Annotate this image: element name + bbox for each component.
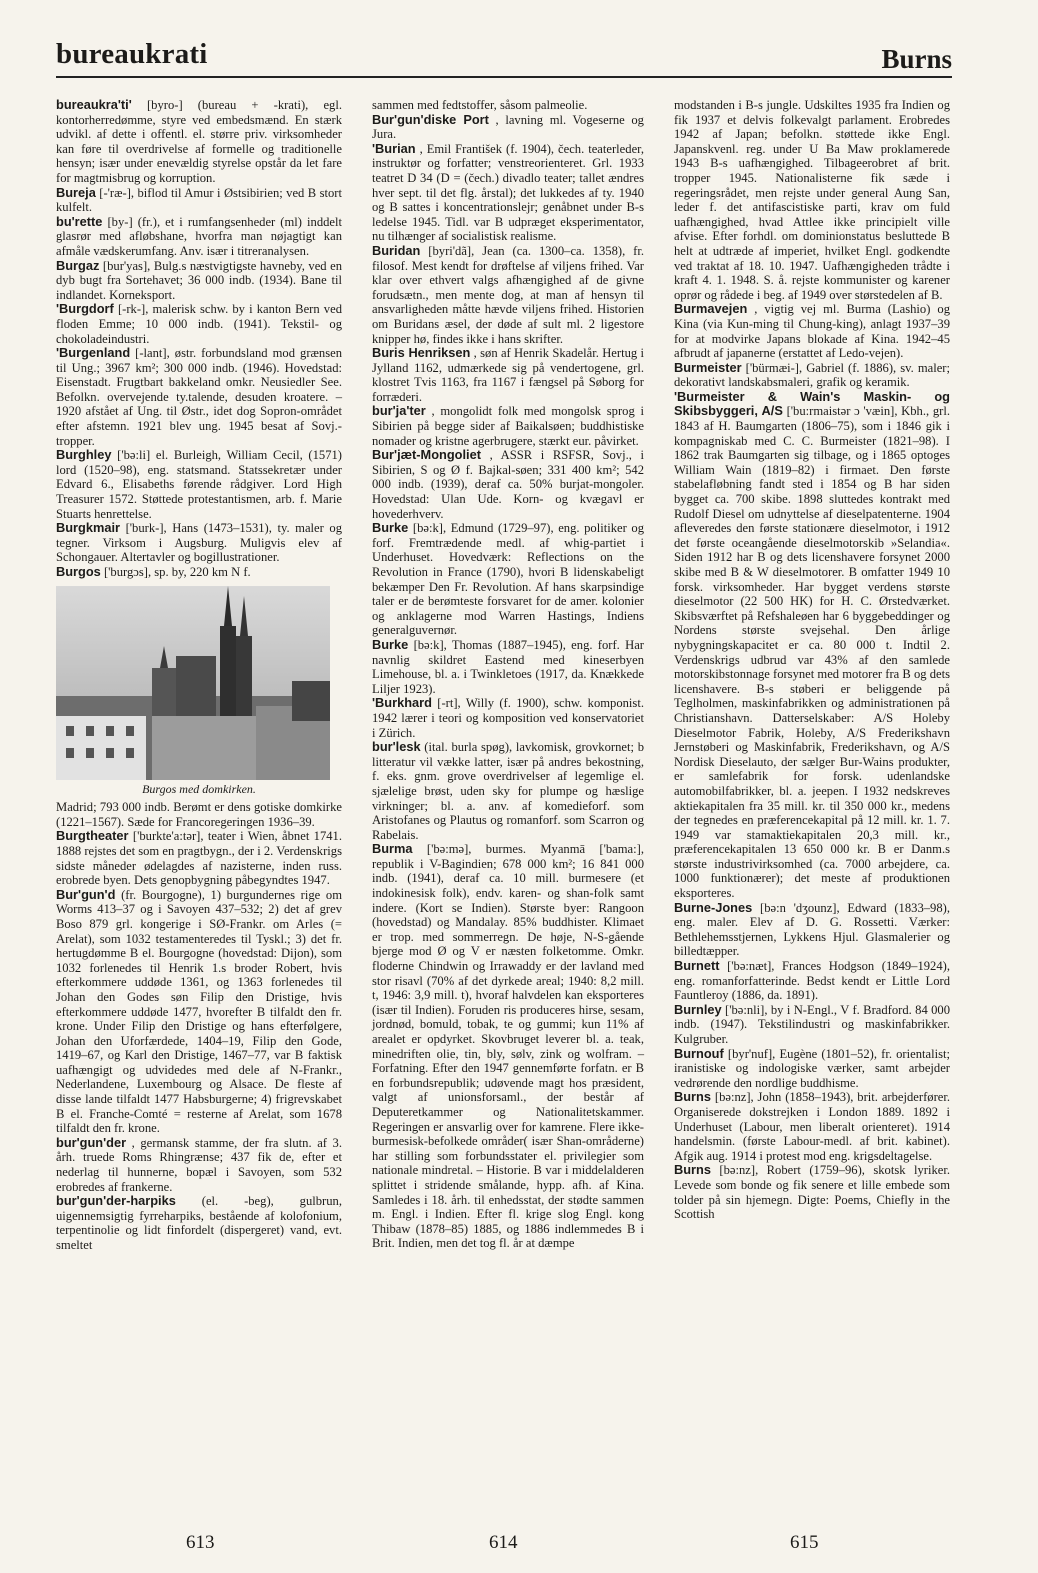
- entry-definition: (fr. Bourgogne), 1) burgundernes rige om Worms 413–37 og i Savoyen 437–532; 2) det af grev Boso 879 grl. kongerige i SØ-Frankr. om Arles (= Arelat), som 1032 testamenteredes til Tyskl.; 3) det fr. hertugdømme B el. Bourgogne (hovedstad: Dijon), som 1032 forlenedes til Henrik 1.s broder Robert, hvis efterkommere uddøde 1361, og 1363 forlenedes til Johan den Godes søn Filip den Dristige, hvis efterkommere uddøde 1477, hvorefter B tilfaldt den fr. krone. Under Filip den Dristige og hans efterfølgere, Johan den Uforfærdede, 1404–19, Filip den Gode, 1419–67, og Karl den Dristige, 1467–77, var B faktisk uafhængigt og udvidedes med dele af N-Frankr., Nederlandene, Luxembourg og Alsace. De fleste af disse lande tilfaldt 1477 Habsburgerne; 4) frigrevskabet B el. Franche-Comté = resterne af Arelat, som 1678 tilfaldt den fr. krone.: [56, 887, 342, 1136]
- entry-headword: bur'lesk: [372, 739, 421, 755]
- dictionary-entry: [56, 448, 342, 521]
- dictionary-entry: [372, 696, 644, 740]
- entry-headword: Burgkmair: [56, 520, 121, 536]
- dictionary-entry: [372, 638, 644, 696]
- entry-headword: Burnett: [674, 958, 720, 974]
- dictionary-entry: [372, 244, 644, 346]
- entry-definition: , mongolidt folk med mongolsk sprog i Sibirien på begge sider af Baikalsøen; buddhistiske nomader og kristne agerbrugere, stærkt eur. påvirket.: [372, 404, 644, 448]
- entry-headword: 'Burian: [372, 140, 416, 156]
- dictionary-entry: [372, 842, 644, 1251]
- entry-definition: [bə:k], Thomas (1887–1945), eng. forf. Har navnlig skildret Eastend med kineserbyen Limehouse, bl. a. i Twinkletoes (1917, da. Knækkede Liljer 1923).: [372, 637, 644, 696]
- entry-headword: Burmeister: [674, 359, 742, 375]
- dictionary-entry: [56, 888, 342, 1136]
- entry-headword: Bur'gun'd: [56, 886, 116, 902]
- dictionary-entry: [56, 1136, 342, 1194]
- dictionary-entry: [674, 390, 950, 901]
- entry-continuation: sammen med fedtstoffer, såsom palmeolie.: [372, 98, 588, 112]
- dictionary-entry: [674, 901, 950, 959]
- dictionary-entry: [56, 829, 342, 887]
- entry-definition: [bur'yas], Bulg.s næstvigtigste havneby, ved en dyb bugt fra Sortehavet; 36 000 indb. (1934). Bane til indlandet. Korneksport.: [56, 258, 342, 302]
- dictionary-entry: [56, 521, 342, 565]
- dictionary-entry: [674, 1163, 950, 1221]
- dictionary-entry: [56, 1194, 342, 1252]
- entry-definition: [bə:k], Edmund (1729–97), eng. politiker og forf. Fremtrædende medl. af whig-partiet i Underhuset. Hovedværk: Reflections on the Revolution in France (1790), hvori B lidenskabeligt bekæmper Den Fr. Revolution. Af hans skarpsindige taler er de berømteste forsvaret for de amer. kolonier og anklagerne mod Warren Hastings, Indiens generalguvernør.: [372, 521, 644, 638]
- entry-definition: , germansk stamme, der fra slutn. af 3. årh. truede Roms Rhingrænse; 437 fik de, efter et nederlag til hunnerne, bopæl i Savoyen, som 532 erobredes af frankerne.: [56, 1135, 342, 1194]
- burgos-cathedral-image: [56, 586, 330, 780]
- entry-definition: [bə:nz], John (1858–1943), brit. arbejderfører. Organiserede dokstrejken i London 1889. 1892 i Underhuset (Labour, men liberalt orienteret). 1914 handelsmin. (første Labour-medl. af brit. kabinet). Afgik aug. 1914 i protest mod eng. krigsdeltagelse.: [674, 1090, 950, 1163]
- entry-definition: [byr'nuf], Eugène (1801–52), fr. orientalist; iranistiske og indologiske værker, samt arbejder vedrørende den nordlige buddhisme.: [674, 1046, 950, 1090]
- entry-headword: Burgos: [56, 564, 101, 579]
- entry-headword: Burmavejen: [674, 301, 748, 317]
- column-1: [56, 98, 342, 1253]
- page-number-right: 615: [790, 1532, 819, 1553]
- running-head-right: Burns: [881, 44, 952, 74]
- entry-definition: , Emil František (f. 1904), čech. teaterleder, instruktør og forfatter; venstreorienteret. Grl. 1933 teatret D 34 (D = (čech.) divadlo teater; tallet ændres hver sept. til det flg. årstal); det lukkedes af ty. 1940 og B sattes i koncentrationslejr; genåbnet under B-s ledelse 1945. Tidl. var B udpræget eksperimentator, nu tilhænger af socialistisk realisme.: [372, 141, 644, 244]
- entry-definition: [-'ræ-], biflod til Amur i Østsibirien; ved B stort kulfelt.: [56, 185, 342, 215]
- entry-definition: [by-] (fr.), et i rumfangsenheder (ml) inddelt glasrør med afløbshane, hvorfra man nøjagtigt kan afmåle vædskerumfang. Anv. især i titreranalysen.: [56, 214, 343, 258]
- entry-headword: bur'gun'der-harpiks: [56, 1193, 176, 1209]
- entry-continuation: modstanden i B-s jungle. Udskiltes 1935 fra Indien og fik 1937 et delvis folkevalgt parlament. Erobredes 1942 af Japan; befolkn. støttede ikke Engl. Japanskvenl. reg. under U Ba Maw proklamerede 1943 B-s uafhængighed. Tilbageerobret af brit. tropper 1945. Nationalisterne fik sæde i regeringsrådet, men rejste under general Aung San, leder f. det antifascistiske parti, krav om fuld uafhængighed, hvad Attlee ikke principielt ville afvise. Efter forhdl. om dominionstatus besluttede B helt at udtræde af imperiet, hvilket Engl. godkendte ved traktat af 18. 10. 1947. Uafhængigheden trådte i kraft 4. 1. 1948. S. å. rejste kommunister og karener oprør og rådede i beg. af 1949 over størstedelen af B.: [674, 98, 950, 302]
- entry-definition: [bə:nz], Robert (1759–96), skotsk lyriker. Levede som bonde og fik senere et lille embede som tolder på sin hjemegn. Digte: Poems, Chiefly in the Scottish: [674, 1163, 950, 1222]
- entry-definition: ['bu:rmaistər ɔ 'væin], Kbh., grl. 1843 af H. Baumgarten (1806–75), som i 1846 gik i kompagniskab med C. C. Burmeister (1821–98). I 1862 trak Baumgarten sig tilbage, og i 1865 optoges William Wain (1819–82) i firmaet. Den første stabelafløbning fandt sted i 1854 og B har siden bygget ca. 700 skibe. 1898 sluttedes kontrakt med Rudolf Diesel om udnyttelse af dieselpatenterne. 1904 afleveredes den første stationære dieselmotor, i 1912 det første oceangående dieselmotorskib »Selandia«. Siden 1912 har B og dets licenshavere forsynet 2000 skibe med B & W dieselmotorer. B omfatter 1949 10 forsk. virksomheder. Har bygget verdens største dieselmotor (22 500 HK) for H. C. Ørstedværket. Skibsværftet på Refshaleøen har 6 byggebeddinger og Nordens største svejsehal. Den årlige nybygningskapacitet er ca. 80 000 t. Indtil 2. Verdenskrigs udbrud var 43% af den samlede motorskibstonnage forsynet med motorer fra B og dets licenshavere. B-s støberi er beliggende på Teglholmen, maskinfabrikken og administrationen på Christianshavn. Datterselskaber: A/S Holeby Dieselmotor Fabrik, Holeby, A/S Frederikshavn Jernstøberi og Maskinfabrik, Frederikshavn, og A/S Nordisk Dieselauto, der sælger Bur-Wains produkter, er samlefabrik for forsk. udenlandske automobilfabrikker, bl. a. jeepen. I 1932 nedskreves aktiekapitalen fra 35 mill. kr. til 350 000 kr., medens der tegnedes en præferencekapital på 12 mill. kr. 1. 7. 1949 var stamaktiekapitalen 20,3 mill. kr., præferencekapitalen 13 650 000 kr. B er Danm.s største industrivirksomhed (ca. 7000 arbejdere, ca. 1000 funktionærer); det meste af produktionen eksporteres.: [674, 404, 950, 901]
- entry-headword: Buridan: [372, 242, 421, 258]
- entry-definition: , ASSR i RSFSR, Sovj., i Sibirien, S og Ø f. Bajkal-søen; 331 400 km²; 542 000 indb. (1939), deraf ca. 50% burjat-mongoler. Hovedstad: Ulan Ude. Korn- og kvægavl er hovederhverv.: [372, 448, 644, 521]
- entry-headword: Burgtheater: [56, 828, 129, 844]
- entry-definition: , vigtig vej ml. Burma (Lashio) og Kina (via Kun-ming til Chung-king), anlagt 1937–39 for at modvirke Japans blokade af Kina. 1942–45 afbrudt af japanerne (erstattet af Ledo-vejen).: [674, 302, 950, 361]
- entry-definition: [-rk-], malerisk schw. by i kanton Bern ved floden Emme; 10 000 indb. (1941). Tekstil- og chokoladeindustri.: [56, 302, 342, 346]
- dictionary-entry: [56, 565, 342, 580]
- entry-headword: Burke: [372, 520, 409, 536]
- entry-definition: ['burkte'a:tər], teater i Wien, åbnet 1741. 1888 rejstes det som en pragtbygn., der i 2. Verdenskrigs sidste måneder ødelagdes af nazisterne, inden russ. erobrede byen. Dets genopbygning påbegyndtes 1947.: [56, 829, 342, 888]
- dictionary-entry: [674, 1090, 950, 1163]
- entry-definition: ['burgɔs], sp. by, 220 km N f.: [103, 565, 251, 579]
- entry-headword: 'Burgdorf: [56, 301, 114, 317]
- entry-definition: , søn af Henrik Skadelår. Hertug i Jylland 1162, udmærkede sig på vendertogene, grl. klostret Tvis 1163, fra 1167 i fængsel på Søborg for forræderi.: [372, 346, 644, 404]
- dictionary-entry: [674, 1047, 950, 1091]
- entry-headword: Burnley: [674, 1001, 722, 1017]
- entry-definition: [-rt], Willy (f. 1900), schw. komponist. 1942 lærer i teori og komposition ved konservatoriet i Zürich.: [372, 696, 644, 740]
- dictionary-entry: [56, 186, 342, 215]
- entry-definition: ['bə:nli], by i N-Engl., V f. Bradford. 84 000 indb. (1947). Tekstilindustri og maskinfabrikker. Kulgruber.: [674, 1002, 950, 1046]
- burgos-photo: [56, 586, 330, 780]
- column-3: [674, 98, 950, 1222]
- entry-headword: Burghley: [56, 447, 112, 463]
- entry-headword: 'Burmeister & Wain's Maskin- og Skibsbyggeri, A/S: [674, 388, 950, 419]
- dictionary-entry: [56, 302, 342, 346]
- entry-headword: Burgaz: [56, 257, 100, 273]
- dictionary-entry: [56, 98, 342, 186]
- entry-headword: Burns: [674, 1089, 711, 1105]
- entry-headword: bur'gun'der: [56, 1134, 127, 1150]
- entry-continuation: Madrid; 793 000 indb. Berømt er dens gotiske domkirke (1221–1567). Sæde for Francoregeringen 1936–39.: [56, 800, 342, 829]
- entry-headword: Bur'gun'diske Port: [372, 111, 489, 127]
- page-number-middle: 614: [489, 1532, 518, 1553]
- entry-definition: , lavning ml. Vogeserne og Jura.: [372, 112, 644, 142]
- photo-caption: Burgos med domkirken.: [142, 781, 256, 796]
- dictionary-entry: [372, 142, 644, 244]
- entry-definition: ['bə:næt], Frances Hodgson (1849–1924), eng. romanforfatterinde. Bedst kendt er Little Lord Fauntleroy (1886, da. 1891).: [674, 959, 950, 1003]
- dictionary-entry: [372, 521, 644, 638]
- entry-definition: ['burk-], Hans (1473–1531), ty. maler og tegner. Virksom i Augsburg. Muligvis elev af Schongauer. Altertavler og bogillustrationer.: [56, 521, 342, 565]
- dictionary-entry: [56, 346, 342, 448]
- entry-definition: ['bə:li] el. Burleigh, William Cecil, (1571) lord (1520–98), eng. statsmand. Statssekretær under Edvard 6., Elisabeths førende rådgiver. Lord High Treasurer 1572. Støttede protestantismen, arb. f. Marie Stuarts henrettelse.: [56, 448, 342, 521]
- entry-headword: Burne-Jones: [674, 899, 753, 915]
- entry-definition: (el. -beg), gulbrun, uigennemsigtig fyrreharpiks, bestående af kolofonium, terpentinolie og lidt finfordelt (dispergeret) vand, evt. smeltet: [56, 1194, 342, 1252]
- entry-definition: [bə:n 'dʒounz], Edward (1833–98), eng. maler. Elev af D. G. Rossetti. Værker: Bethlehemsstjernen, Lykkens Hjul. Glasmalerier og billedtæpper.: [674, 900, 950, 959]
- entry-headword: bu'rette: [56, 213, 103, 229]
- dictionary-entry: [372, 404, 644, 448]
- entry-headword: bureaukra'ti': [56, 97, 132, 112]
- entry-headword: Burns: [674, 1162, 711, 1178]
- entry-headword: Burke: [372, 636, 409, 652]
- entry-headword: Buris Henriksen: [372, 345, 471, 361]
- dictionary-entry: [674, 1003, 950, 1047]
- dictionary-entry: [674, 959, 950, 1003]
- entry-headword: 'Burkhard: [372, 695, 432, 711]
- entry-headword: Burnouf: [674, 1045, 724, 1061]
- entry-headword: Bur'jæt-Mongoliet: [372, 447, 481, 463]
- dictionary-entry: [56, 215, 342, 259]
- header-rule: [56, 76, 952, 78]
- dictionary-entry: [372, 448, 644, 521]
- entry-headword: 'Burgenland: [56, 345, 131, 361]
- entry-headword: bur'ja'ter: [372, 403, 426, 419]
- entry-definition: [byro-] (bureau + -krati), egl. kontorherredømme, styre ved embedsmænd. En stærk udvikl. af dette i offentl. el. større priv. virksomheder kan føre til overdrivelse af formelle og traditionelle hensyn; især under enevældig styrelse opstår da let fare for magtmisbrug og korruption.: [56, 98, 342, 185]
- entry-definition: ['bürmæi-], Gabriel (f. 1886), sv. maler; dekorativt landskabsmaleri, grafik og keramik.: [674, 360, 950, 390]
- dictionary-entry: [372, 113, 644, 142]
- entry-definition: [byri'dã], Jean (ca. 1300–ca. 1358), fr. filosof. Mest kendt for drøftelse af viljens frihed. Var klar over ethvert valgs afhængighed af de givne forudsætn., men mente dog, at man af hensyn til ansvarligheden måtte hævde viljens frihed. Historien om Buridans æsel, der døde af sult ml. 2 ligestore knipper hø, findes ikke i hans skrifter.: [372, 243, 644, 346]
- page-number-left: 613: [186, 1532, 215, 1553]
- dictionary-entry: [56, 259, 342, 303]
- entry-definition: (ital. burla spøg), lavkomisk, grovkornet; b litteratur vil vække latter, især på andres bekostning, f. eks. gnm. grove overdrivelser af legemlige el. sjælelige brøst, uden sky for plumpe og hæslige virkninger; bl. a. anv. af komedieforf. som Aristofanes og Plautus og romanforf. som Scarron og Rabelais.: [372, 740, 644, 842]
- dictionary-entry: [372, 740, 644, 842]
- dictionary-entry: [674, 361, 950, 390]
- running-head-left: bureaukrati: [56, 38, 208, 70]
- dictionary-entry: [372, 346, 644, 404]
- dictionary-entry: [674, 302, 950, 360]
- entry-headword: Bureja: [56, 184, 96, 200]
- entry-headword: Burma: [372, 841, 413, 857]
- column-2: [372, 98, 644, 1251]
- entry-definition: ['bə:mə], burmes. Myanmā ['bama:], republik i V-Bagindien; 678 000 km²; 16 841 000 indb. (1941), deraf ca. 10 mill. burmesere (et indokinesisk folk), endv. karen- og shan-folk samt indere. (Kort se Indien). Største byer: Rangoon (hovedstad) og Mandalay. 85% buddhister. Klimaet er trop. med sommerregn. De høje, N-S-gående bjerge mod Ø og V er næsten folketomme. Omkr. floderne Chindwin og Irrawaddy er der lavland med stor risavl (70% af det dyrkede areal; 1940: 8,2 mill. t, 1946: 3,9 mill. t), hvoraf halvdelen kan eksporteres (især til Indien). Foruden ris produceres hirse, sesam, jordnød, bomuld, tobak, te og gummi; kun 11% af arealet er opdyrket. Skovbruget leverer bl. a. teak, minedriften olie, tin, bly, sølv, zink og wolfram. – Forfatning. Efter den 1947 gennemførte forfatn. er B en forbundsrepublik; udøvende magt hos præsident, valgt af unionsforsaml., der består af Deputeretkammer og Nationalitetskammer. Regeringen er ansvarlig over for kamrene. Flere ikke-burmesisk-befolkede områder( især Shan-områderne) har stilling som forbundsstater el. privilegier som nationale mindretal. – Historie. B var i middelalderen splittet i stridende smålande, hypp. afh. af Kina. Samledes i 18. årh. til enhedsstat, der stødte sammen m. Engl. i Indien. Efter fl. krige slog Engl. kong Thibaw (1878–85) 1885, og 1886 indlemmedes B i Brit. Indien, men det tog fl. år at dæmpe: [372, 842, 644, 1251]
- entry-definition: [-lant], østr. forbundsland mod grænsen til Ung.; 3967 km²; 300 000 indb. (1946). Hovedstad: Eisenstadt. Frugtbart bakkeland omkr. Neusiedler See. Befolkn. overvejende ty.talende, desuden kroatere. – 1920 afstået af Ung. til Østr., idet dog Sopron-området efter afstemn. 1921 blev ung. 1945 besat af Sovj.-tropper.: [56, 346, 342, 448]
